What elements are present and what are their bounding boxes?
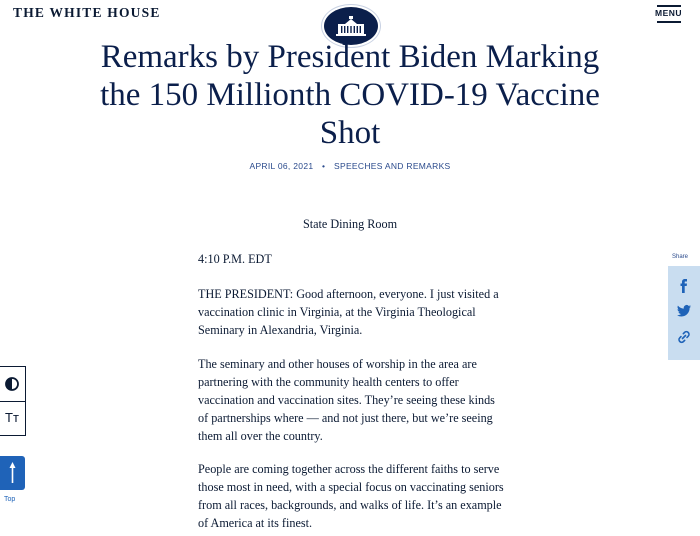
back-to-top-button[interactable] xyxy=(0,456,25,490)
site-name-link[interactable]: THE WHITE HOUSE xyxy=(13,5,161,20)
twitter-share-button[interactable] xyxy=(676,303,692,319)
menu-label: MENU xyxy=(655,8,683,18)
copy-link-button[interactable] xyxy=(676,329,692,345)
paragraph-text: People are coming together across the different faiths to serve those most in need, with a special focus on vaccinating seniors from all races, backgrounds, and walks of life. It’s an example of America at its finest. xyxy=(198,462,504,530)
arrow-up-icon xyxy=(0,456,25,490)
speech-location: State Dining Room xyxy=(302,217,398,231)
menu-button[interactable] xyxy=(653,3,685,25)
page-title: Remarks by President Biden Marking the 150 Millionth COVID-19 Vaccine Shot xyxy=(100,39,600,151)
paragraph-text: THE PRESIDENT: Good afternoon, everyone. I just visited a vaccination clinic in Virginia, at the Virginia Theological Seminary in Alexandria, Virginia. xyxy=(198,287,499,337)
menu-bar-top xyxy=(657,5,681,7)
share-label: Share xyxy=(672,254,689,260)
paragraph-3 xyxy=(198,460,508,532)
category-link[interactable]: SPEECHES AND REMARKS xyxy=(334,161,451,171)
back-to-top-label: Top xyxy=(4,496,16,503)
accessibility-toolbar xyxy=(0,366,26,436)
article-date: APRIL 06, 2021 xyxy=(249,161,314,171)
twitter-icon xyxy=(676,303,692,319)
white-house-building-icon xyxy=(333,14,369,38)
paragraph-2 xyxy=(198,355,508,445)
link-icon xyxy=(676,329,692,345)
speech-time-text: 4:10 P.M. EDT xyxy=(198,252,272,266)
paragraph-text: The seminary and other houses of worship in the area are partnering with the community health centers to offer vaccination and vaccination sites. They’re seeing these kinds of partnerships where — and not just there, but we’re seeing them all over the country. xyxy=(198,357,495,443)
text-size-icon: Tт xyxy=(5,410,19,425)
contrast-toggle-button[interactable] xyxy=(0,367,25,401)
meta-separator: • xyxy=(322,161,326,171)
contrast-icon xyxy=(0,367,25,401)
speech-time xyxy=(198,250,508,268)
text-size-button[interactable] xyxy=(0,401,25,436)
facebook-icon xyxy=(676,278,692,294)
menu-bar-bottom xyxy=(657,21,681,23)
paragraph-1 xyxy=(198,285,508,339)
article-meta xyxy=(150,161,550,171)
share-panel xyxy=(668,266,700,360)
facebook-share-button[interactable] xyxy=(676,278,692,294)
